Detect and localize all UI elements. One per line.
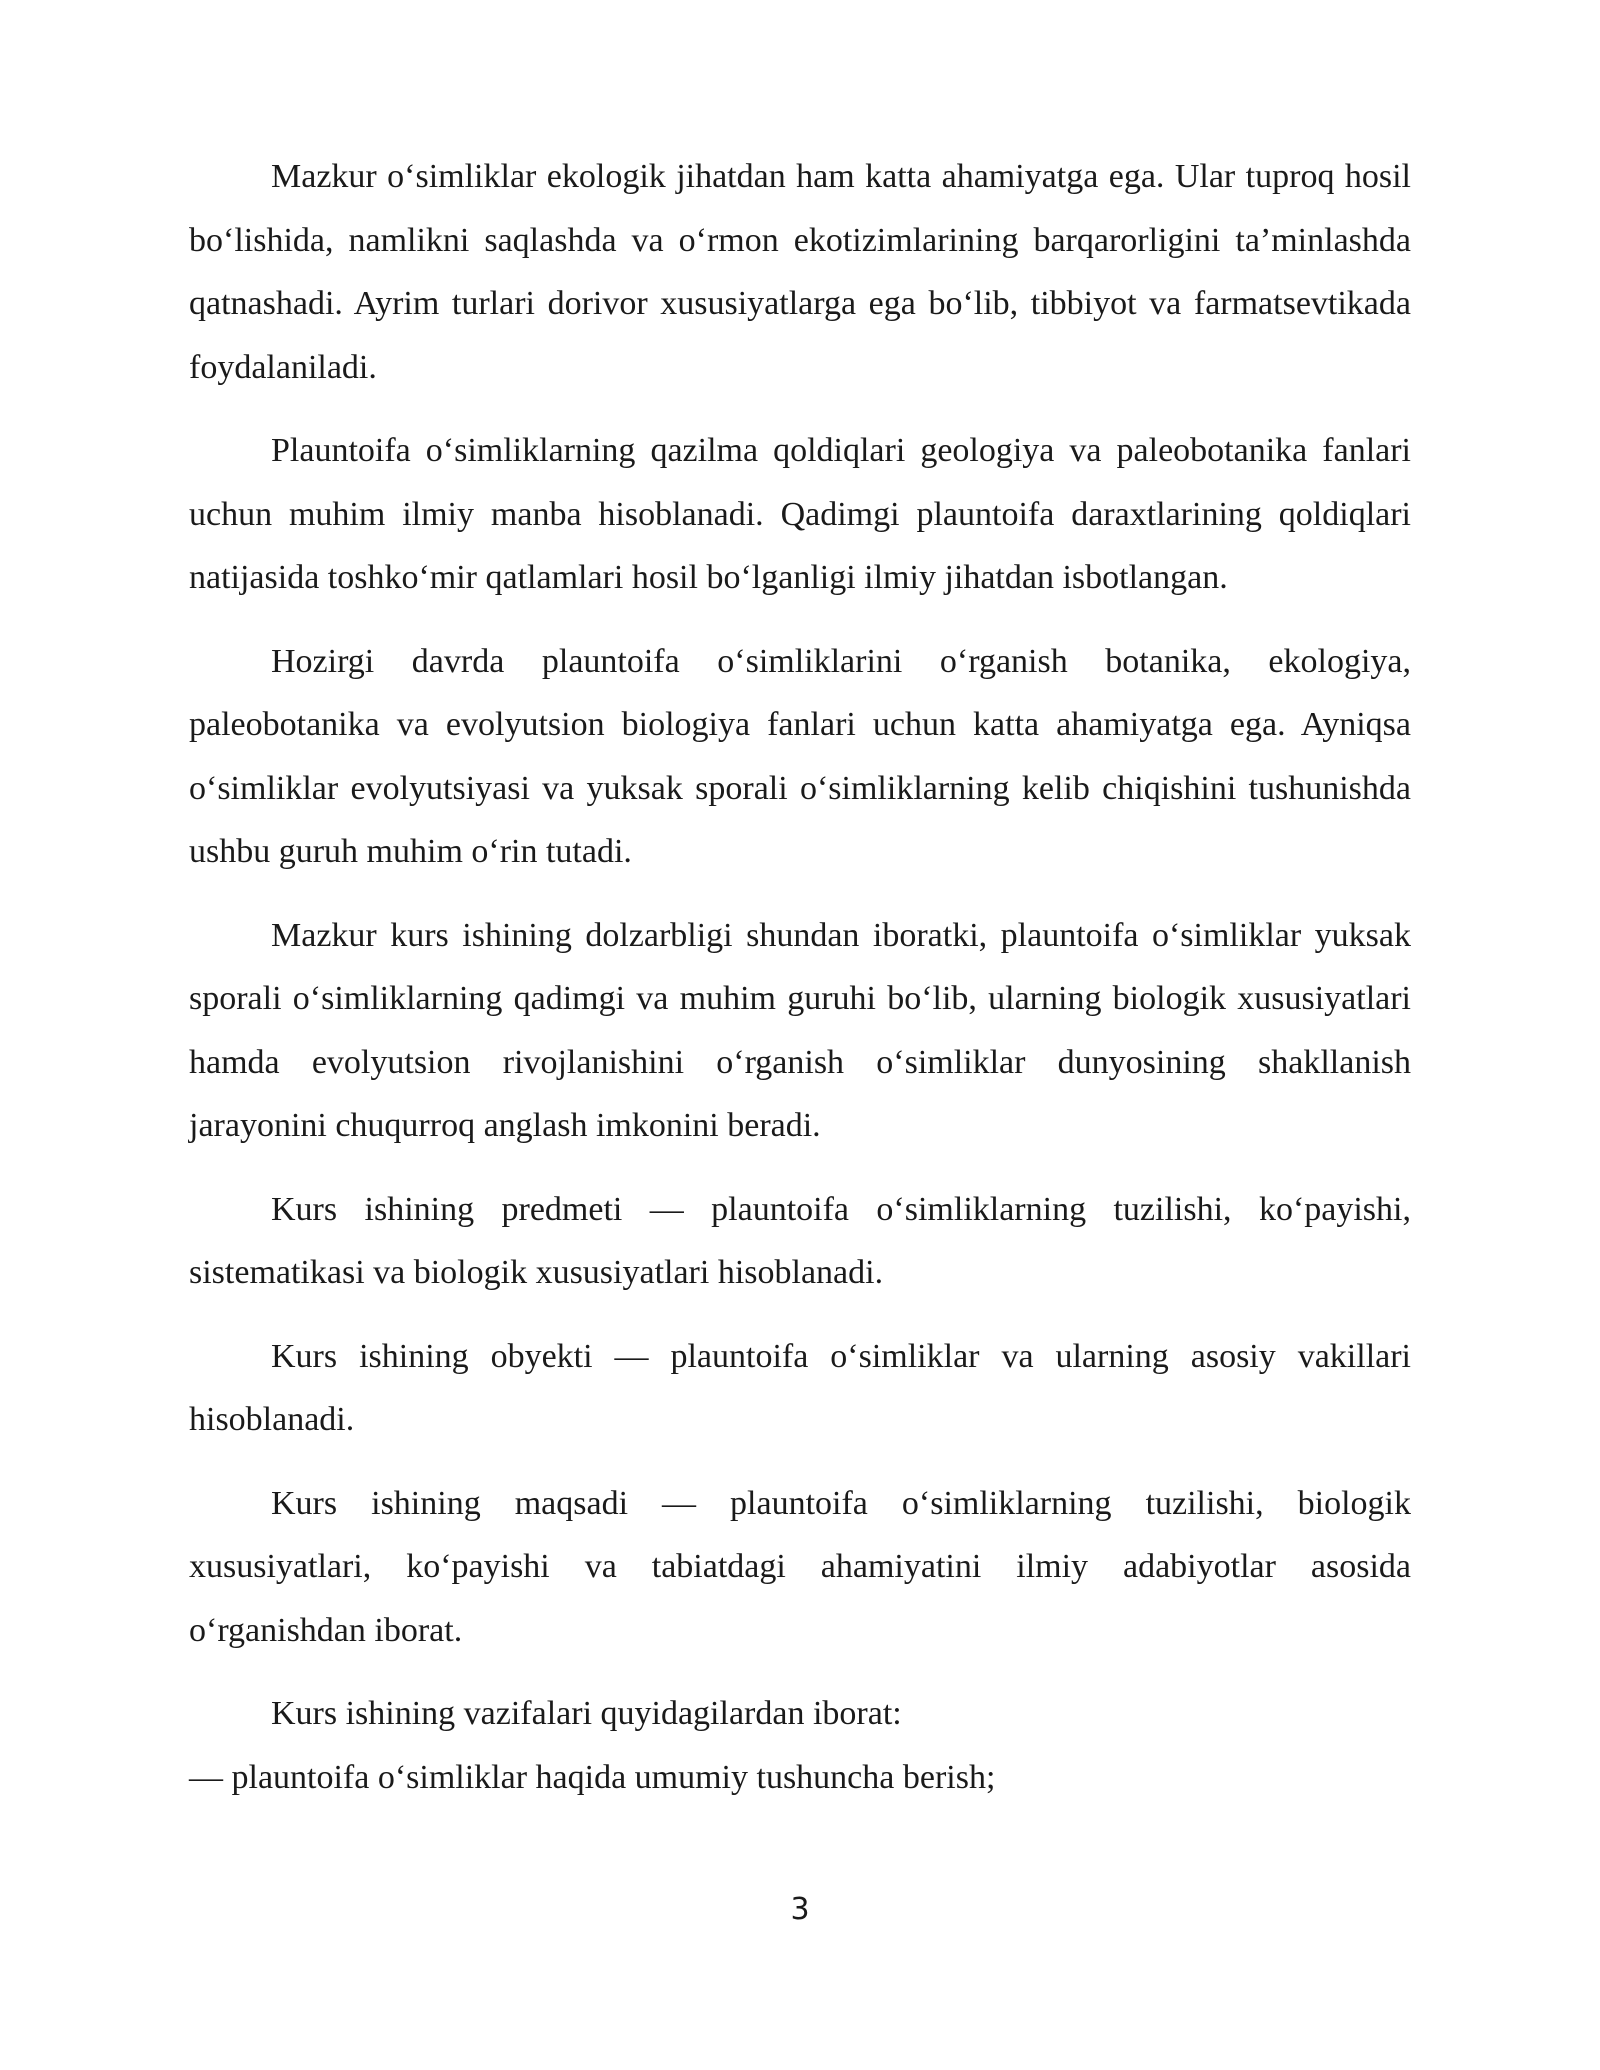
paragraph-tasks-intro: Kurs ishining vazifalari quyidagilardan iborat: — [271, 1695, 902, 1732]
paragraph-fossil-remains: Plauntoifa o‘simliklarning qazilma qoldiqlari geologiya va paleobotanika fanlari uchun muhim ilmiy manba hisoblanadi. Qadimgi plauntoifa daraxtlarining qoldiqlari natijasida toshko‘mir qatlamlari hosil bo‘lganligi ilmiy jihatdan isbotlangan. — [189, 432, 1411, 596]
paragraph-ecological-significance: Mazkur o‘simliklar ekologik jihatdan ham katta ahamiyatga ega. Ular tuproq hosil bo‘lishida, namlikni saqlashda va o‘rmon ekotizimlarining barqarorligini ta’minlashda qatnashadi. Ayrim turlari dorivor xususiyatlarga ega bo‘lib, tibbiyot va farmatsevtikada foydalaniladi. — [189, 158, 1411, 386]
page-body — [189, 145, 1411, 1809]
list-item-task-1: — plauntoifa o‘simliklar haqida umumiy tushuncha berish; — [189, 1758, 996, 1796]
page-number: 3 — [790, 1892, 810, 1927]
paragraph-goal: Kurs ishining maqsadi — plauntoifa o‘simliklarning tuzilishi, biologik xususiyatlari, ko‘payishi va tabiatdagi ahamiyatini ilmiy adabiyotlar asosida o‘rganishdan iborat. — [189, 1484, 1411, 1649]
paragraph-subject: Kurs ishining predmeti — plauntoifa o‘simliklarning tuzilishi, ko‘payishi, sistematikasi va biologik xususiyatlari hisoblanadi. — [189, 1190, 1411, 1291]
paragraph-current-study: Hozirgi davrda plauntoifa o‘simliklarini o‘rganish botanika, ekologiya, paleobotanika va evolyutsion biologiya fanlari uchun katta ahamiyatga ega. Ayniqsa o‘simliklar evolyutsiyasi va yuksak sporali o‘simliklarning kelib chiqishini tushunishda ushbu guruh muhim o‘rin tutadi. — [189, 642, 1411, 870]
paragraph-object: Kurs ishining obyekti — plauntoifa o‘simliklar va ularning asosiy vakillari hisoblanadi. — [189, 1337, 1411, 1438]
paragraph-relevance: Mazkur kurs ishining dolzarbligi shundan iboratki, plauntoifa o‘simliklar yuksak sporali o‘simliklarning qadimgi va muhim guruhi bo‘lib, ularning biologik xususiyatlari hamda evolyutsion rivojlanishini o‘rganish o‘simliklar dunyosining shakllanish jarayonini chuqurroq anglash imkonini beradi. — [189, 916, 1411, 1144]
